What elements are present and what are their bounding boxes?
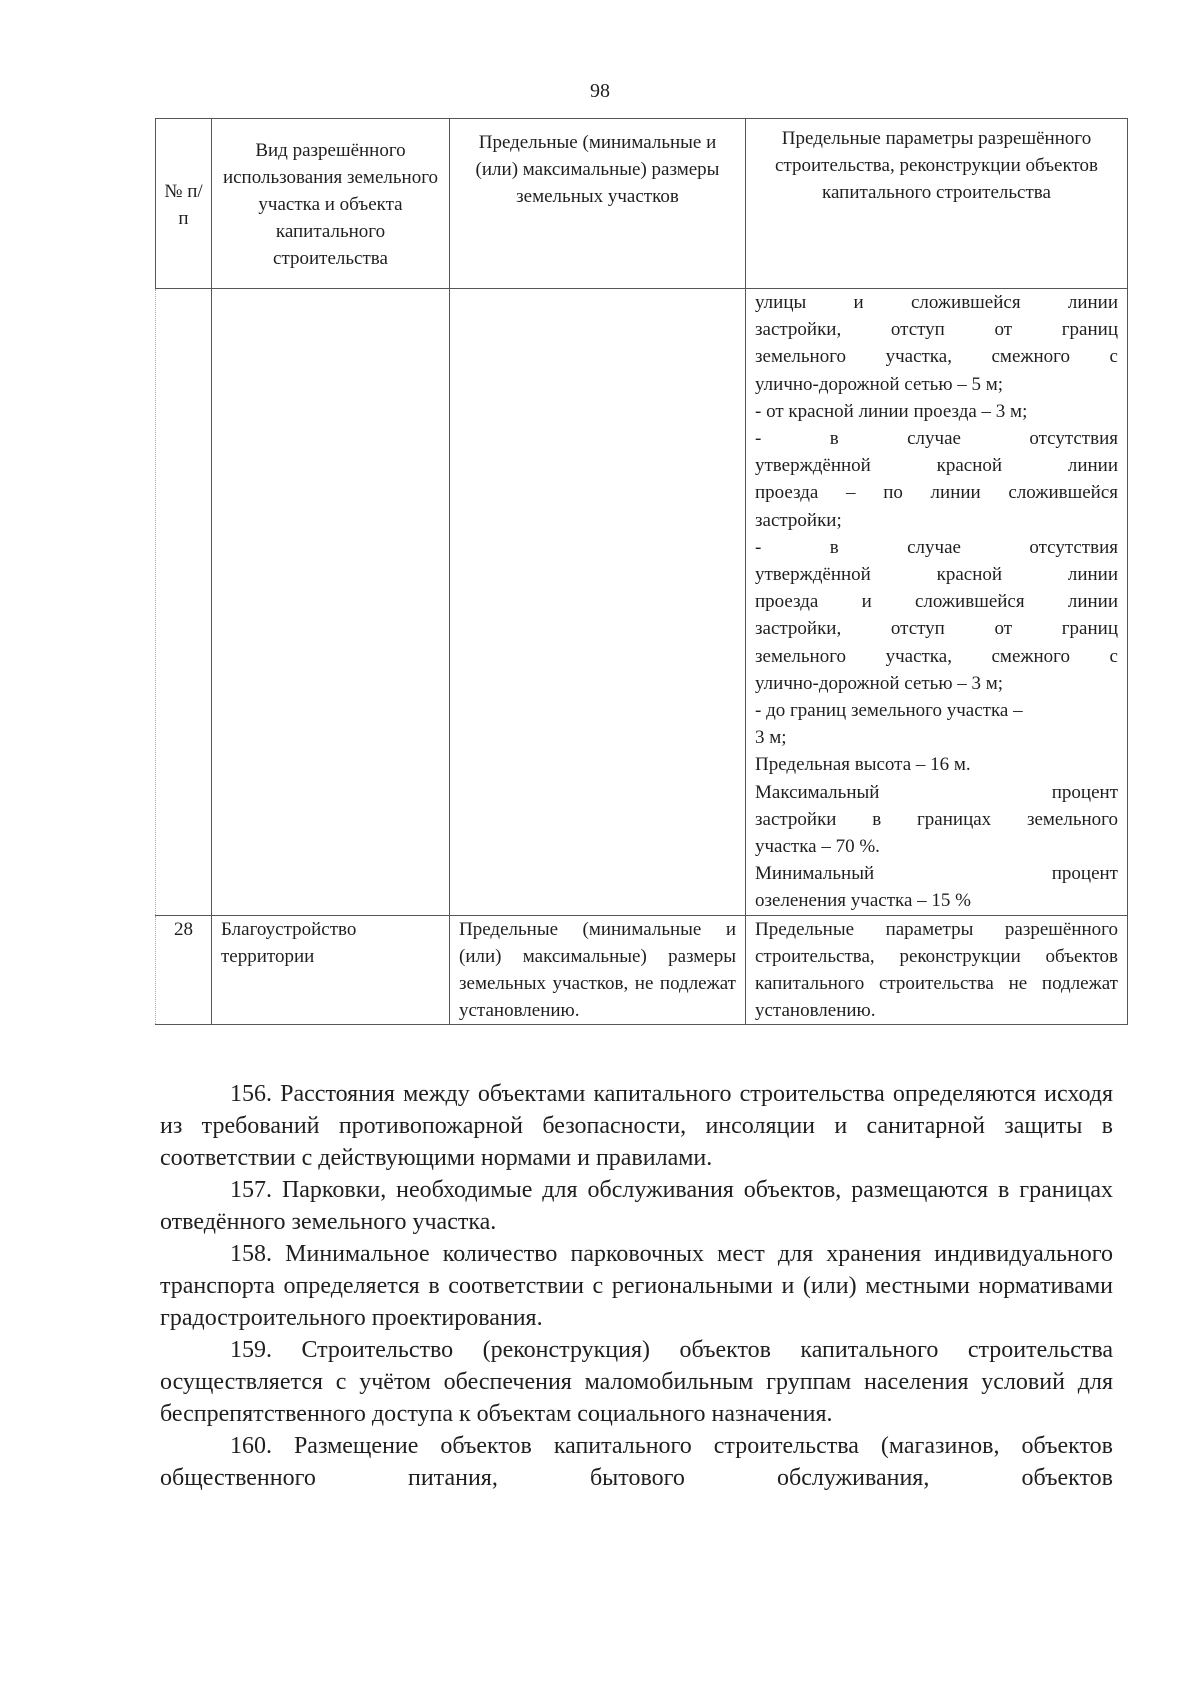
param-line: - в случае отсутствия	[755, 428, 1118, 450]
param-line: утверждённой красной линии	[755, 455, 1118, 477]
param-line: озеленения участка – 15 %	[755, 890, 971, 912]
param-line: проезда и сложившейся линии	[755, 591, 1118, 613]
paragraph-158: 158. Минимальное количество парковочных мест для хранения индивидуального транспорта определяется в соответствии с региональными и (или) местными нормативами градостроительного проектирования.	[160, 1241, 1113, 1331]
param-line: Минимальный процент	[755, 863, 1118, 885]
header-number: № п/п	[156, 119, 212, 289]
param-line: утверждённой красной линии	[755, 564, 1118, 586]
cell-construction-params: Предельные параметры разрешённого строительства, реконструкции объектов капитального строительства не подлежат установлению.	[746, 915, 1128, 1024]
regulations-table	[155, 118, 1128, 1025]
param-line: - в случае отсутствия	[755, 536, 1118, 558]
param-line: Предельная высота – 16 м.	[755, 754, 971, 776]
paragraph-160: 160. Размещение объектов капитального строительства (магазинов, объектов общественного питания, бытового обслуживания, объектов	[160, 1433, 1113, 1491]
paragraph-156: 156. Расстояния между объектами капитального строительства определяются исходя из требований противопожарной безопасности, инсоляции и санитарной защиты в соответствии с действующими нормами и правилами.	[160, 1081, 1113, 1171]
body-text	[160, 1078, 1113, 1494]
cell-empty-num	[156, 289, 212, 916]
param-line: земельного участка, смежного с	[755, 346, 1118, 368]
cell-empty-sizes	[450, 289, 746, 916]
param-line: улично-дорожной сетью – 5 м;	[755, 373, 1004, 395]
paragraph-157: 157. Парковки, необходимые для обслуживания объектов, размещаются в границах отведённого земельного участка.	[160, 1177, 1113, 1235]
param-line: застройки;	[755, 509, 842, 531]
cell-plot-sizes: Предельные (минимальные и (или) максимальные) размеры земельных участков, не подлежат установлению.	[450, 915, 746, 1024]
header-construction-params: Предельные параметры разрешённого строительства, реконструкции объектов капитального строительства	[746, 119, 1128, 289]
param-line: участка – 70 %.	[755, 836, 880, 858]
cell-continuation-params	[746, 289, 1128, 916]
param-line: земельного участка, смежного с	[755, 645, 1118, 667]
param-line: 3 м;	[755, 727, 787, 749]
cell-empty-use	[212, 289, 450, 916]
param-line: застройки, отступ от границ	[755, 618, 1118, 640]
page-number: 98	[590, 80, 610, 102]
param-line: застройки, отступ от границ	[755, 319, 1118, 341]
header-use-type: Вид разрешённого использования земельного участка и объекта капитального строительства	[212, 119, 450, 289]
header-plot-sizes: Предельные (минимальные и (или) максимальные) размеры земельных участков	[450, 119, 746, 289]
param-line: - до границ земельного участка –	[755, 700, 1023, 722]
param-line: застройки в границах земельного	[755, 808, 1118, 830]
cell-use-type: Благоустройство территории	[212, 915, 450, 1024]
table-row-28	[156, 915, 1128, 1024]
paragraph-159: 159. Строительство (реконструкция) объектов капитального строительства осуществляется с учётом обеспечения маломобильным группам населения условий для беспрепятственного доступа к объектам социального назначения.	[160, 1337, 1113, 1427]
param-line: - от красной линии проезда – 3 м;	[755, 400, 1028, 422]
param-line: Максимальный процент	[755, 781, 1118, 803]
param-line: проезда – по линии сложившейся	[755, 482, 1118, 504]
param-line: улично-дорожной сетью – 3 м;	[755, 672, 1004, 694]
table-row-continuation	[156, 289, 1128, 916]
table-header-row	[156, 119, 1128, 289]
param-line: улицы и сложившейся линии	[755, 292, 1118, 313]
cell-row-number: 28	[156, 915, 212, 1024]
